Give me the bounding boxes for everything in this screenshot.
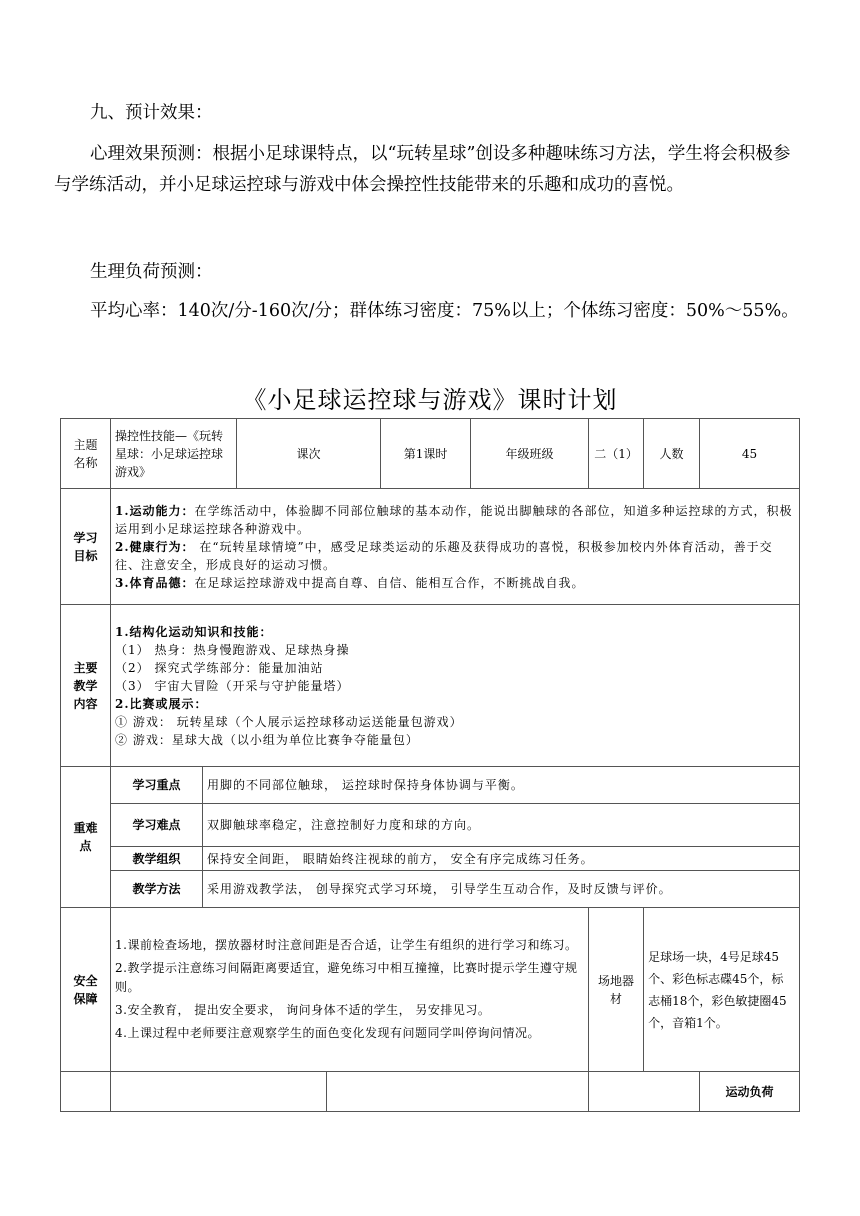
grade-value: 二（1） [589, 419, 644, 489]
load-row [61, 1072, 800, 1112]
lesson-plan-table [60, 418, 800, 1112]
safety-item: 3.安全教育， 提出安全要求， 询问身体不适的学生， 另安排见习。 [115, 1003, 491, 1017]
keypoint-value: 采用游戏教学法， 创导探究式学习环境， 引导学生互动合作，及时反馈与评价。 [203, 871, 800, 908]
safety-item: 1.课前检查场地，摆放器材时注意间距是否合适，让学生有组织的进行学习和练习。 [115, 938, 578, 952]
header-row [61, 419, 800, 489]
content-body [111, 605, 800, 767]
count-label: 人数 [644, 419, 700, 489]
goals-row [61, 489, 800, 605]
keypoint-row [61, 847, 800, 871]
theme-value: 操控性技能—《玩转星球：小足球运控球游戏》 [111, 419, 237, 489]
safety-row [61, 908, 800, 1072]
safety-item: 2.教学提示注意练习间隔距离要适宜，避免练习中相互撞撞，比赛时提示学生遵守规则。 [115, 961, 578, 994]
keypoint-value: 用脚的不同部位触球， 运控球时保持身体协调与平衡。 [203, 767, 800, 804]
grade-label: 年级班级 [471, 419, 589, 489]
content-item: （3） 宇宙大冒险（开采与守护能量塔） [115, 678, 350, 693]
keypoint-key: 教学方法 [111, 871, 203, 908]
load-heading: 生理负荷预测： [90, 262, 213, 282]
goal-item: 1.运动能力：在学练活动中，体验脚不同部位触球的基本动作，能说出脚触球的各部位，知道多种运控球的方式，积极运用到小足球运控球各种游戏中。 [115, 503, 793, 536]
keypoint-row [61, 804, 800, 847]
safety-item: 4.上课过程中老师要注意观察学生的面色变化发现有问题同学叫停询问情况。 [115, 1026, 540, 1040]
keypoints-label: 重难 点 [61, 767, 111, 908]
content-item: ① 游戏： 玩转星球（个人展示运控球移动运送能量包游戏） [115, 714, 463, 729]
lesson-value: 第1课时 [381, 419, 471, 489]
venue-label: 场地器 材 [589, 908, 644, 1072]
theme-label: 主题 名称 [61, 419, 111, 489]
empty-cell [61, 1072, 111, 1112]
load-paragraph: 平均心率：140次/分-160次/分；群体练习密度：75%以上；个体练习密度：50%～55%。 [90, 301, 799, 321]
goals-content [111, 489, 800, 605]
safety-content [111, 908, 589, 1072]
venue-value: 足球场一块，4号足球45个、彩色标志碟45个，标志桶18个，彩色敏捷圈45个，音箱1个。 [644, 908, 800, 1072]
content-item: （2） 探究式学练部分：能量加油站 [115, 660, 324, 675]
content-item: ② 游戏：星球大战（以小组为单位比赛争夺能量包） [115, 732, 419, 747]
lesson-label: 课次 [237, 419, 381, 489]
content-item: （1） 热身：热身慢跑游戏、足球热身操 [115, 642, 350, 657]
empty-cell [327, 1072, 589, 1112]
goal-item: 3.体育品德：在足球运控球游戏中提高自尊、自信、能相互合作，不断挑战自我。 [115, 575, 585, 590]
keypoint-value: 保持安全间距， 眼睛始终注视球的前方， 安全有序完成练习任务。 [203, 847, 800, 871]
keypoint-row [61, 871, 800, 908]
content-heading-1: 1.结构化运动知识和技能： [115, 624, 273, 639]
keypoint-value: 双脚触球率稳定，注意控制好力度和球的方向。 [203, 804, 800, 847]
goal-item: 2.健康行为： 在“玩转星球情境”中，感受足球类运动的乐趣及获得成功的喜悦，积极参加校内外体育活动，善于交往、注意安全，形成良好的运动习惯。 [115, 539, 773, 572]
psych-effect-paragraph: 心理效果预测：根据小足球课特点，以“玩转星球”创设多种趣味练习方法，学生将会积极参与学练活动，并小足球运控球与游戏中体会操控性技能带来的乐趣和成功的喜悦。 [54, 144, 791, 195]
keypoint-key: 教学组织 [111, 847, 203, 871]
keypoint-key: 学习重点 [111, 767, 203, 804]
plan-title: 《小足球运控球与游戏》课时计划 [242, 386, 618, 414]
empty-cell [111, 1072, 327, 1112]
count-value: 45 [700, 419, 800, 489]
content-row [61, 605, 800, 767]
keypoint-key: 学习难点 [111, 804, 203, 847]
load-label: 运动负荷 [700, 1072, 800, 1112]
empty-cell [589, 1072, 700, 1112]
safety-label: 安全 保障 [61, 908, 111, 1072]
section-heading: 九、预计效果： [90, 103, 213, 123]
goals-label: 学习 目标 [61, 489, 111, 605]
content-label: 主要 教学 内容 [61, 605, 111, 767]
content-heading-2: 2.比赛或展示： [115, 696, 208, 711]
keypoint-row [61, 767, 800, 804]
